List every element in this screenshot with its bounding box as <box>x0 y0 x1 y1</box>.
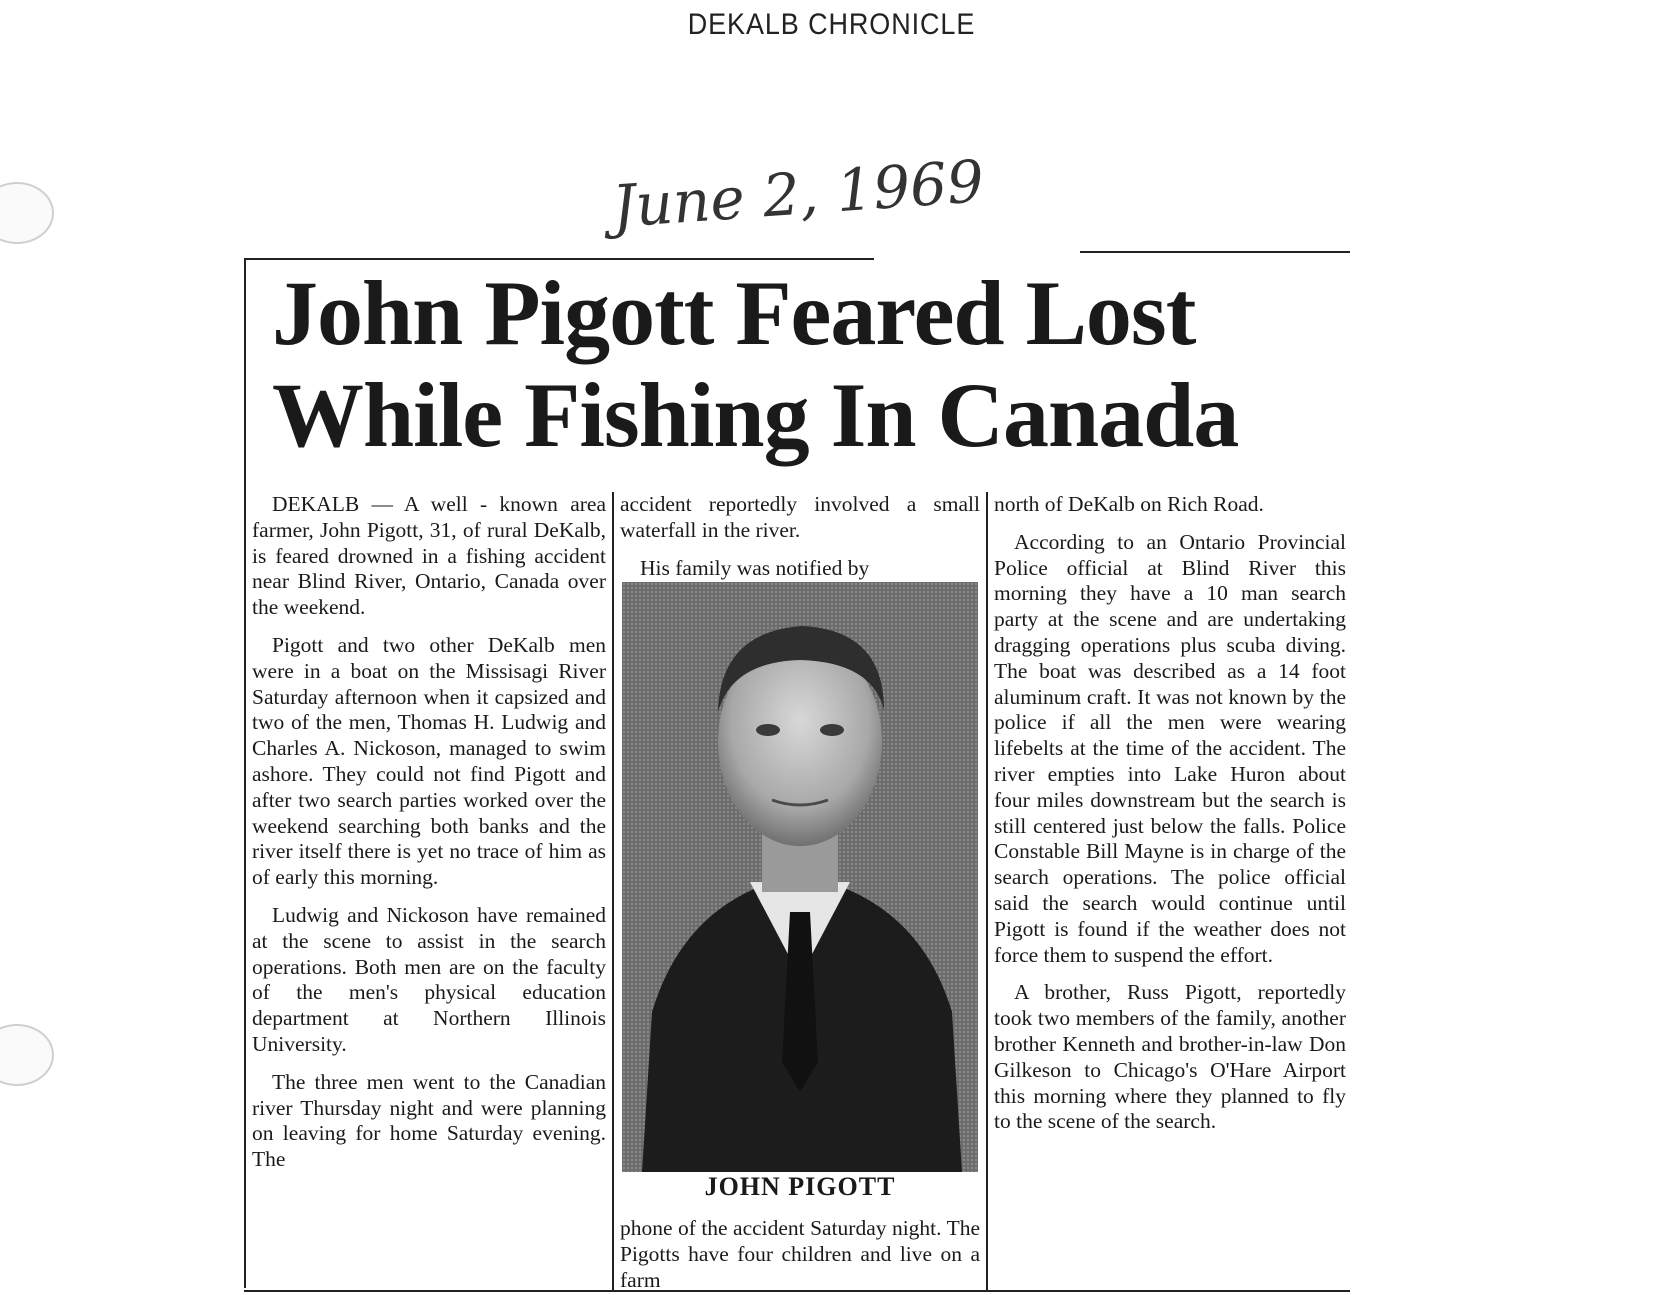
punch-hole-bottom <box>0 1024 54 1086</box>
column1-paragraph-4: The three men went to the Canadian river Thursday night and were planning on leaving for home Saturday evening. The <box>252 1069 606 1172</box>
top-rule-left <box>244 258 874 260</box>
masthead: DEKALB CHRONICLE <box>687 8 976 41</box>
portrait-illustration <box>622 582 978 1172</box>
headline-line-2: While Fishing In Canada <box>272 364 1239 466</box>
column1-paragraph-2: Pigott and two other DeKalb men were in a boat on the Missisagi River Saturday afternoon when it capsized and two of the men, Thomas H. Ludwig and Charles A. Nickoson, managed to swim ashore. They could not find Pigott and after two search parties worked over the weekend searching both banks and the river itself there is yet no trace of him as of early this morning. <box>252 632 606 890</box>
portrait-photo <box>622 582 978 1172</box>
column2-paragraph-3: phone of the accident Saturday night. The Pigotts have four children and live on a farm <box>620 1216 980 1292</box>
column-divider-1 <box>612 492 614 1292</box>
column3-paragraph-2: According to an Ontario Provincial Police official at Blind River this morning they have a 10 man search party at the scene and are undertaking dragging operations plus scuba diving. The boat was described as a 14 foot aluminum craft. It was not known by the police if all the men were wearing lifebelts at the time of the accident. The river empties into Lake Huron about four miles downstream but the search is still centered just below the falls. Police Constable Bill Mayne is in charge of the search operations. The police official said the search would continue until Pigott is found if the weather does not force them to suspend the effort. <box>994 529 1346 967</box>
column-divider-2 <box>986 492 988 1292</box>
headline-line-1: John Pigott Feared Lost <box>272 262 1196 364</box>
article-column-2 <box>620 492 980 593</box>
column1-paragraph-1: DEKALB — A well - known area farmer, John Pigott, 31, of rural DeKalb, is feared drowned in a fishing accident near Blind River, Ontario, Canada over the weekend. <box>252 492 606 620</box>
top-rule-right <box>1080 251 1350 253</box>
punch-hole-top <box>0 182 54 244</box>
column3-paragraph-3: A brother, Russ Pigott, reportedly took two members of the family, another brother Kenneth and brother-in-law Don Gilkeson to Chicago's O'Hare Airport this morning where they planned to fly to the scene of the search. <box>994 980 1346 1134</box>
column1-paragraph-3: Ludwig and Nickoson have remained at the scene to assist in the search operations. Both men are on the faculty of the men's physical education department at Northern Illinois University. <box>252 902 606 1056</box>
column2-paragraph-1: accident reportedly involved a small waterfall in the river. <box>620 492 980 542</box>
left-border-rule <box>244 258 246 1288</box>
article-column-1 <box>252 492 606 1185</box>
photo-caption: JOHN PIGOTT <box>704 1172 896 1201</box>
column2-paragraph-2: His family was notified by <box>640 555 870 580</box>
column3-paragraph-1: north of DeKalb on Rich Road. <box>994 492 1264 516</box>
article-column-2-bottom <box>620 1216 980 1293</box>
handwritten-date: June 2, 1969 <box>610 147 987 241</box>
headline <box>272 262 1342 466</box>
article-column-3 <box>994 492 1346 1147</box>
